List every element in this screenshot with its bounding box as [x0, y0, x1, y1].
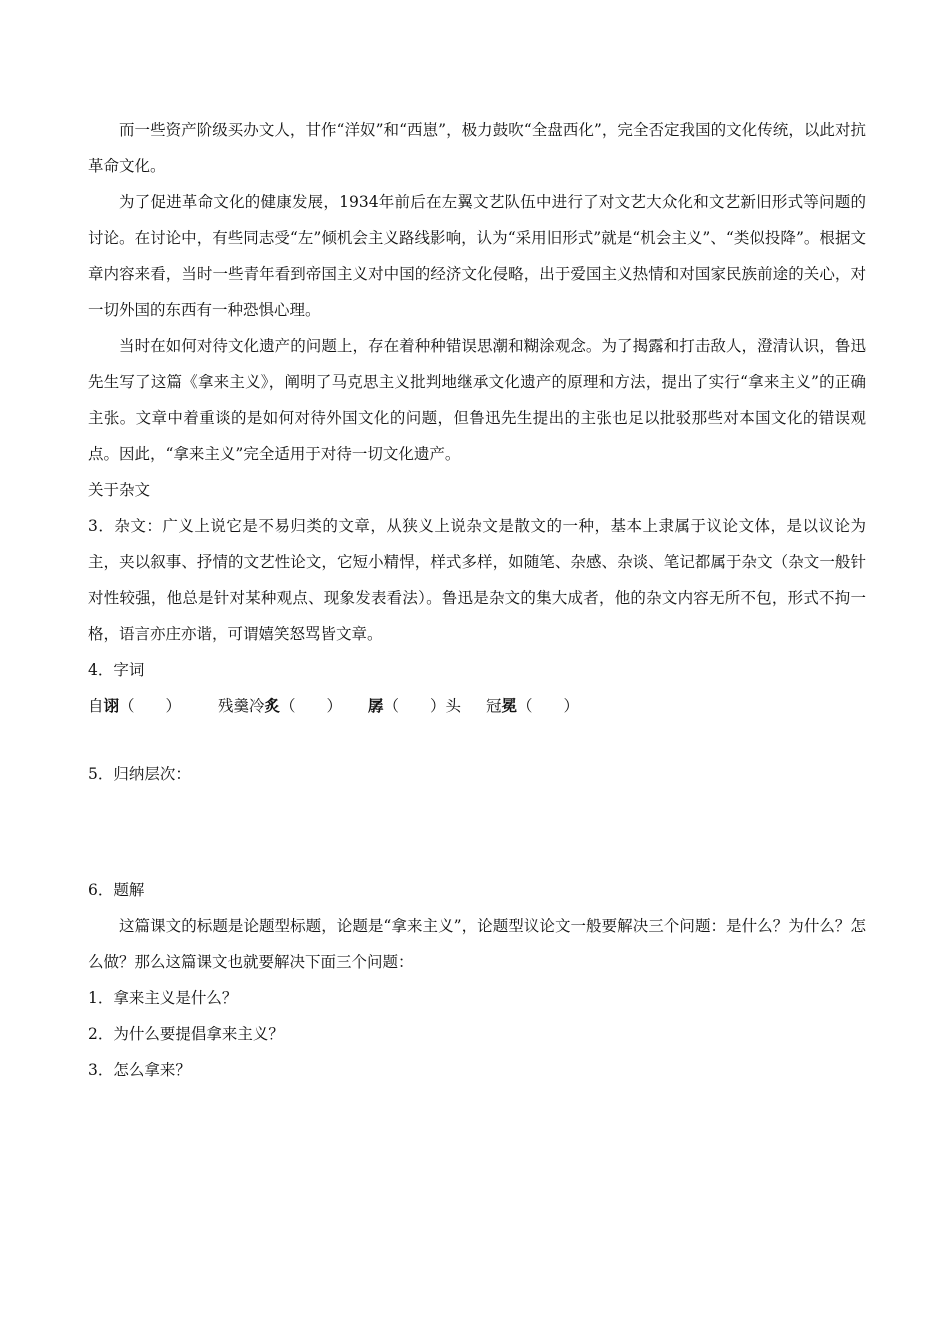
document-page	[88, 112, 866, 1088]
vocab-item-cangenglengzhi: 残羹冷炙（ ）	[218, 696, 343, 715]
question-1: 1．拿来主义是什么？	[88, 989, 238, 1007]
section5-heading: 5．归纳层次：	[88, 765, 191, 783]
paragraph-cultural-heritage: 当时在如何对待文化遗产的问题上，存在着种种错误思潮和糊涂观念。为了揭露和打击敌人，澄清认识，鲁迅先生写了这篇《拿来主义》，阐明了马克思主义批判地继承文化遗产的原理和方法，提出了实行“拿来主义”的正确主张。文章中着重谈的是如何对待外国文化的问题，但鲁迅先生提出的主张也足以批驳那些对本国文化的错误观点。因此，“拿来主义”完全适用于对待一切文化遗产。	[88, 337, 866, 463]
question-2: 2．为什么要提倡拿来主义？	[88, 1025, 284, 1043]
section6-intro: 这篇课文的标题是论题型标题，论题是“拿来主义”，论题型议论文一般要解决三个问题：是什么？为什么？怎么做？那么这篇课文也就要解决下面三个问题：	[88, 917, 866, 971]
vocab-bold-char: 炙	[264, 696, 281, 715]
vocab-item-guanmian: 冠冕（ ）	[486, 696, 580, 715]
vocab-item-chantou	[368, 688, 486, 724]
paragraph-comprador-intellectuals: 而一些资产阶级买办文人，甘作“洋奴”和“西崽”，极力鼓吹“全盘西化”，完全否定我国的文化传统，以此对抗革命文化。	[88, 121, 866, 175]
vocab-blank: （ ）头	[383, 697, 462, 715]
vocab-line	[88, 688, 866, 724]
zawen-heading: 关于杂文	[88, 481, 151, 499]
zawen-definition: 3．杂文：广义上说它是不易归类的文章，从狭义上说杂文是散文的一种，基本上隶属于议论文体，是以议论为主，夹以叙事、抒情的文艺性论文，它短小精悍，样式多样，如随笔、杂感、杂谈、笔记都属于杂文（杂文一般针对性较强，他总是针对某种观点、现象发表看法）。鲁迅是杂文的集大成者，他的杂文内容无所不包，形式不拘一格，语言亦庄亦谐，可谓嬉笑怒骂皆文章。	[88, 517, 866, 643]
vocab-blank: （ ）	[517, 697, 580, 715]
section6-heading: 6．题解	[88, 881, 145, 899]
question-3: 3．怎么拿来？	[88, 1061, 191, 1079]
vocab-bold-char: 诩	[103, 696, 120, 715]
vocab-blank: （ ）	[119, 697, 182, 715]
vocab-blank: （ ）	[280, 697, 343, 715]
spacer	[88, 724, 866, 756]
vocab-bold-char: 冕	[501, 696, 518, 715]
paragraph-1934-discussion: 为了促进革命文化的健康发展，1934年前后在左翼文艺队伍中进行了对文艺大众化和文艺新旧形式等问题的讨论。在讨论中，有些同志受“左”倾机会主义路线影响，认为“采用旧形式”就是“机会主义”、“类似投降”。根据文章内容来看，当时一些青年看到帝国主义对中国的经济文化侵略，出于爱国主义热情和对国家民族前途的关心，对一切外国的东西有一种恐惧心理。	[88, 193, 866, 319]
answer-space	[88, 792, 866, 872]
vocab-heading: 4．字词	[88, 661, 145, 679]
vocab-bold-char: 孱	[368, 696, 384, 715]
vocab-item-zixu: 自诩（ ）	[88, 696, 182, 715]
